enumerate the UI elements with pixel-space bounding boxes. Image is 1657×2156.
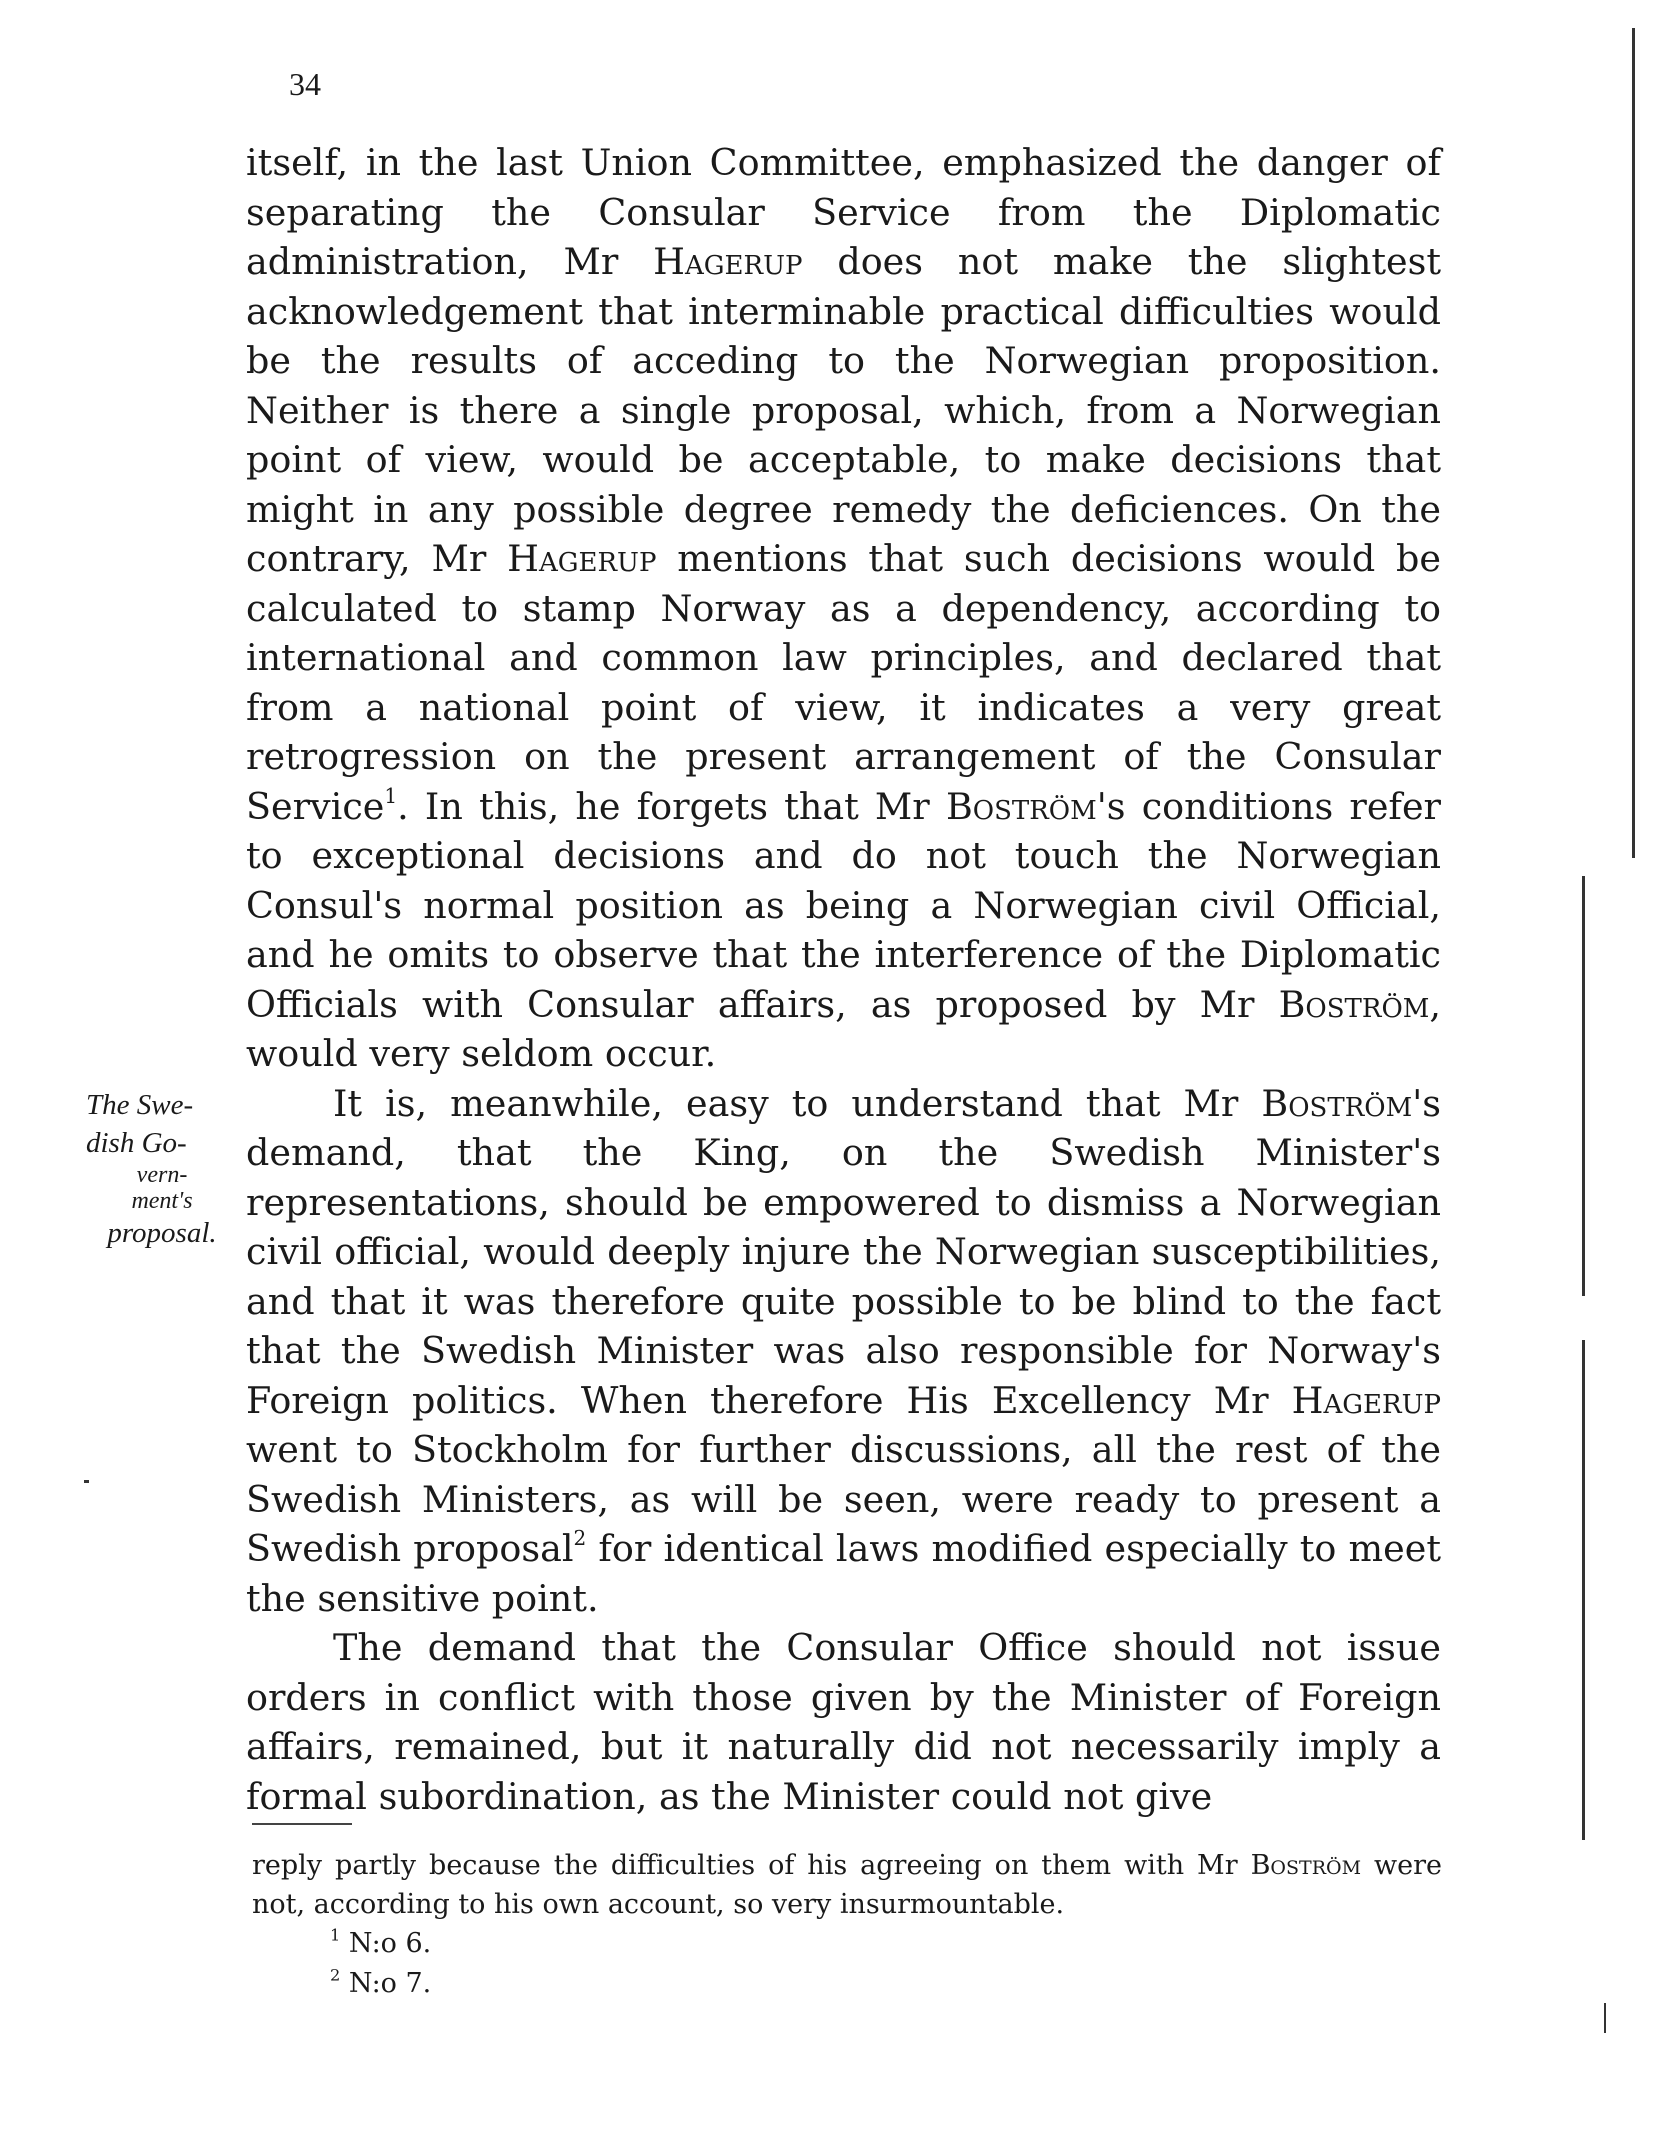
paragraph-3 [246, 1623, 1441, 1821]
p2-text-4: for identical laws modified especially to meet the sensitive point. [246, 1527, 1441, 1620]
scan-speck [84, 1480, 89, 1483]
p1-name-bostrom-2: Boström [1278, 982, 1430, 1026]
footnote-2-text: N:o 7. [348, 1968, 432, 1999]
p3-text-1: The demand that the Consular Office should not issue orders in conflict with those given by the Minister of Foreign affairs, remained, but it naturally did not necessarily imply a formal subordination, as the Minister could not give [246, 1626, 1441, 1818]
margin-note-line-4: ment's [131, 1188, 193, 1214]
footnote-ref-2: 2 [573, 1525, 587, 1550]
footnotes [252, 1846, 1442, 2004]
footnote-ref-1: 1 [384, 783, 398, 808]
p2-name-bostrom: Boström [1261, 1081, 1413, 1125]
main-text [246, 138, 1441, 1821]
footnote-name-bostrom: Boström [1250, 1850, 1362, 1881]
paragraph-2 [246, 1079, 1441, 1624]
footnote-cont-text-1: reply partly because the difficulties of his agreeing on them with Mr [252, 1850, 1251, 1881]
footnote-rule [252, 1823, 352, 1825]
margin-note-line-3: vern- [136, 1162, 188, 1188]
p1-text-1: itself, in the last Union Committee, emphasized the danger of separating the Consular Service from the Diplomatic administration, Mr [246, 141, 1441, 283]
p1-text-3: mentions that such decisions would be calculated to stamp Norway as a dependency, according to international and common law principles, and declared that from a national point of view, it indicates a very great retrogression on the present arrangement of the Consular Service [246, 537, 1441, 828]
p2-text-2: 's demand, that the King, on the Swedish Minister's representations, should be empowered to dismiss a Norwegian civil official, would deeply injure the Norwegian susceptibilities, and that it was therefore quite possible to be blind to the fact that the Swedish Minister was also responsible for Norway's Foreign politics. When therefore His Excellency Mr [246, 1081, 1441, 1422]
margin-note-line-1: The Swe- [86, 1089, 194, 1121]
p1-name-hagerup-1: Hagerup [653, 240, 803, 283]
footnote-1-text: N:o 6. [348, 1928, 432, 1959]
p1-text-4: . In this, he forgets that Mr [397, 784, 946, 828]
footnote-cont-text-2: were not, according to his own account, so very insurmountable. [252, 1850, 1442, 1920]
p1-name-hagerup-2: Hagerup [507, 537, 657, 580]
p1-text-2: does not make the slightest acknowledgement that interminable practical difficulties would be the results of acceding to the Norwegian proposition. Neither is there a single proposal, which, from a Norwegian point of view, would be acceptable, to make decisions that might in any possible degree remedy the deficiences. On the contrary, Mr [246, 240, 1441, 580]
p2-name-hagerup: Hagerup [1291, 1378, 1441, 1422]
scan-edge-line-2 [1582, 876, 1585, 1296]
margin-note-line-5: proposal. [107, 1217, 217, 1249]
paragraph-1 [246, 138, 1441, 1079]
p1-text-5: 's conditions refer to exceptional decisions and do not touch the Norwegian Consul's normal position as being a Norwegian civil Official, and he omits to observe that the interference of the Diplomatic Officials with Consular affairs, as proposed by Mr [246, 784, 1441, 1026]
footnote-2 [330, 1964, 1442, 2004]
scan-edge-line-3 [1582, 1340, 1585, 1840]
footnote-1 [330, 1924, 1442, 1964]
scan-edge-line-4 [1604, 2003, 1606, 2033]
p2-text-1: It is, meanwhile, easy to understand that Mr [333, 1081, 1262, 1125]
scan-edge-line-1 [1632, 28, 1635, 858]
footnote-2-mark: 2 [330, 1965, 341, 1985]
page-number: 34 [289, 66, 321, 102]
p1-name-bostrom-1: Boström [945, 784, 1097, 828]
margin-note-line-2: dish Go- [86, 1127, 187, 1159]
p1-text-6: , would very seldom occur. [246, 982, 1441, 1075]
footnote-continuation [252, 1846, 1442, 1924]
p2-text-3: went to Stockholm for further discussions, all the rest of the Swedish Ministers, as will be seen, were ready to present a Swedish proposal [246, 1428, 1441, 1570]
margin-note [86, 1086, 238, 1252]
footnote-1-mark: 1 [330, 1925, 341, 1945]
